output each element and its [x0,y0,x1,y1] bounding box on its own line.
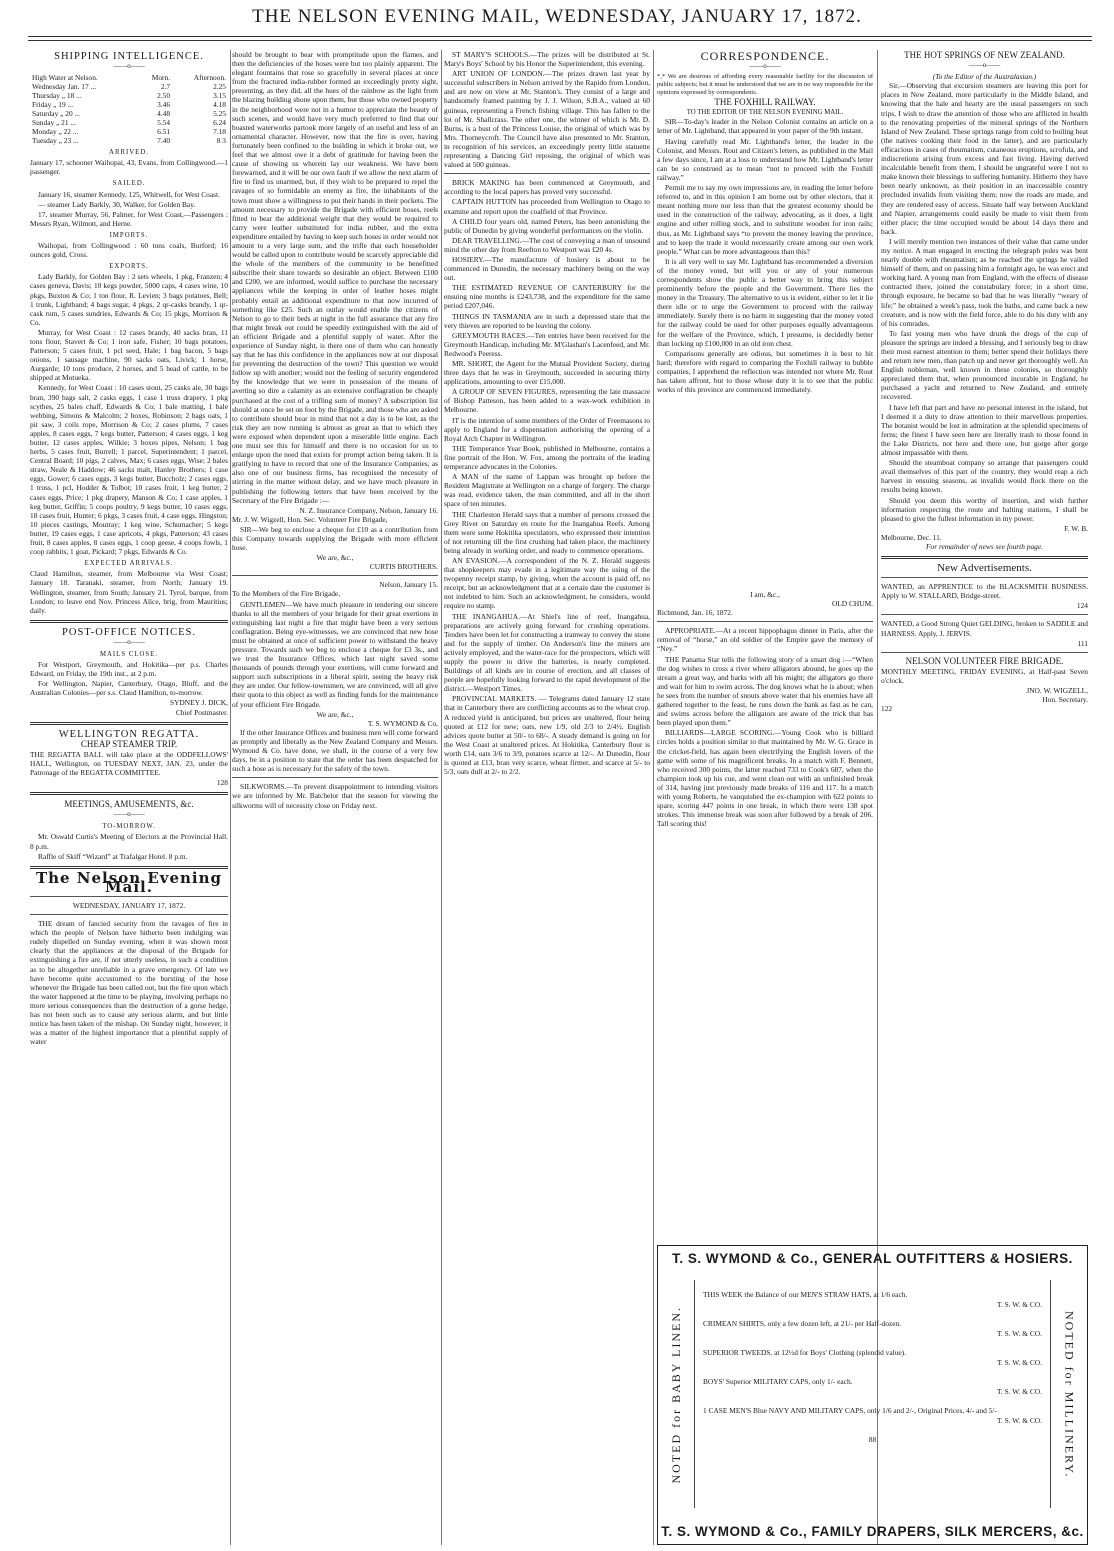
news-para: BRICK MAKING has been commenced at Greymouth, and according to the local papers has proved very successful. [444,178,650,197]
hotsprings-para: Should the steamboat company so arrange that passengers could avail themselves of this part of the country, they would reap a rich harvest in ensuing seasons, as invalids would flock there on the results being known. [881,458,1088,495]
column-4-bottom [657,590,873,1238]
tide-day: Saturday „ 20 ... [32,109,81,119]
tide-morn: 4.48 [157,109,171,119]
wymond-item-text: CRIMEAN SHIRTS, only a few dozen left, at 21/- per Half-dozen. [703,1319,902,1328]
masthead: THE NELSON EVENING MAIL, WEDNESDAY, JANUARY 17, 1872. [252,6,862,27]
tide-aft: 4.18 [213,100,226,110]
letter2-sig: T. S. WYMOND & Co, [367,718,438,728]
tide-header: Afternoon. [193,73,226,83]
news-para: A CHILD four years old, named Peters, has been astonishing the public of Dunedin by giving wonderful performances on the violin. [444,216,650,235]
new-advertisements-title: New Advertisements. [937,562,1032,575]
foxhill-para: Permit me to say my own impressions are, in reading the letter before referred to, and in this opinion I am borne out by other electors, that it meant nothing more nor less than that the greatest economy should be used in the construction of the railway, advocating, as it does, a light engine and other rolling stock, and to substitute wooden for iron rails; thus, as Mr. Lightband says “to prevent the money leaving the province, and to keep the trade it would necessarily create among our own work people.” What can be more advantageous than this? [657,183,873,256]
wymond-item [703,1319,1042,1338]
post-title: POST-OFFICE NOTICES. [62,626,196,638]
rule [657,621,873,622]
tide-header-row [30,73,228,82]
tide-morn: 5.54 [157,118,171,128]
wymond-top-banner: T. S. WYMOND & Co., GENERAL OUTFITTERS & HOSIERS. [672,1251,1073,1266]
column-rule [441,50,442,1545]
tide-aft: 6.24 [213,118,226,128]
tide-aft: 7.18 [213,127,226,137]
foxhill-para: Having carefully read Mr. Lightband's letter, the leader in the Colonist, and Messrs. Rout and Citizen's letters, as published in the Mail a few days since, I am at a loss to understand how Mr. Lightband's letter can be so construed as to mean “not to proceed with the Foxhill railway.” [657,136,873,182]
wymond-left-banner [664,1282,688,1508]
meetings-title: MEETINGS, AMUSEMENTS, &c. [64,799,194,810]
ad-num: 124 [1076,601,1088,611]
rule [881,614,1088,615]
correspondence-title: CORRESPONDENCE. [700,50,830,63]
imports-label: IMPORTS. [109,231,149,239]
wymond-item-sig: T. S. W. & CO. [996,1299,1042,1309]
sailed-item: 17, steamer Murray, 56, Palmer, for West Coast,—Passengers : Messrs Ryan, Wilmott, and Herne. [30,209,228,228]
section-rule [881,556,1088,559]
tide-day: Wednesday Jan. 17 ... [32,82,97,92]
tide-morn: 2.7 [160,82,171,92]
post-signature: SYDNEY J. DICK, [169,698,228,708]
news-para: THINGS IN TASMANIA are in such a depressed state that the very thieves are reported to be leaving the colony. [444,311,650,330]
news-para: HOSIERY.—The manufacture of hosiery is about to be commenced in Dunedin, the necessary machinery being on the way out. [444,254,650,283]
letter2-body: GENTLEMEN—We have much pleasure in tendering our sincere thanks to all the members of your brigade for their great exertions in extinguishing last night a fire that might have been a very serious conflagration. Being eye-witnesses, we are convinced that new hose must be obtained at once of sufficient power to withstand the heavy pressure. Towards such we beg to enclose a cheque for £3 3s., and we trust the Insurance Offices, which last night saved some thousands of pounds through your exertions, will come forward and support such subscriptions in a liberal spirit, seeing the heavy risk they are under. Our fellow-townsmen, we are convinced, will all give their quota to this object as well as finding funds for the maintenance of your efficient Fire Brigade. [232,599,438,709]
fire-brigade-body: MONTHLY MEETING, FRIDAY EVENING, at Half-past Seven o'clock. [881,666,1088,685]
tide-day: Thursday „ 18 ... [32,91,82,101]
news-para: THE ESTIMATED REVENUE OF CANTERBURY for the ensuing nine months is £243,738, and the expenditure for the same period £207,046. [444,283,650,311]
news-para: ST MARY'S SCHOOLS.—The prizes will be distributed at St. Mary's Boys' School by his Honor the Superintendent, this evening. [444,50,650,69]
rule [30,896,228,897]
misc-para: APPROPRIATE.—At a recent hippophagus dinner in Paris, after the removal of “horse,” an old soldier of the Empire gave the memory of “Ney.” [657,626,873,654]
exports-item: Lady Barkly, for Golden Bay : 2 sets wheels, 1 pkg, Franzen; 4 cases geneva, Davis; 10 kegs powder, 5000 caps, 4 cases wine, 10 pkgs, Buxton & Co; 1 ton flour, R. Levien; 3 bags potatoes, Bell; 1 trunk, Lightband; 4 bags sugar, 4 pkgs, 2 qr-casks brandy, 1 qr-cask rum, 5 cases sundries, Edwards & Co; 15 pkgs, Morrison & Co. [30,272,228,327]
news-para: THE Charleston Herald says that a number of persons crossed the Grey River on Saturday en route for the Inangahua Reefs. Among them were some Hokitika speculators, who expressed their intention of not returning till the first crushing had taken place, the machinery being already in working order, and ready to commence operations. [444,509,650,555]
tide-header: High Water at Nelson. [32,73,98,83]
letter2-head: Nelson, January 15. [379,580,438,590]
tide-aft: 8 3 [216,136,226,146]
tide-row [30,109,228,118]
tide-aft: 2.25 [213,82,226,92]
tide-header: Morn. [151,73,171,83]
foxhill-title: THE FOXHILL RAILWAY. [714,97,816,108]
mails-label: MAILS CLOSE. [99,650,159,658]
editorial-para: THE dream of fancied security from the ravages of fire in which the people of Nelson have hitherto been indulging was rudely dispelled on Sunday evening, when it was shown most clearly that the appliances at the disposal of the Brigade for extinguishing a fire are, if not utterly useless, in such a condition as to be altogether unreliable in a grave emergency. Of late we have become quite accustomed to the bursting of the hose whenever the Brigade has been called out, but the fire upon which the water happened at the time to be playing, involving perhaps no more serious consequences than the destruction of a gorse hedge, has not been such as to cause any serious alarm, and but little notice has been taken of the mishap. On Sunday night, however, it was a matter of the highest importance that a plentiful supply of water [30,919,228,1047]
wymond-right-banner [1057,1282,1081,1508]
letter1-close: We are, &c., [316,553,354,563]
regatta-body: THE REGATTA BALL will take place at the ODDFELLOWS' HALL, Wellington, on TUESDAY NEXT, JAN. 23, under the Patronage of the REGATTA COMMITTEE. [30,749,228,777]
tide-day: Monday „ 22 ... [32,127,79,137]
letters-after: If the other Insurance Offices and business men will come forward as promptly and liberally as the New Zealand Company and Messrs. Wymond & Co. have done, we shall, in the course of a very few days, be in a position to state that the order has been despatched for such a hose as is necessary for the safety of the town. [232,727,438,774]
letter1-body: SIR—We beg to enclose a cheque for £10 as a contribution from this Company towards supplying the Brigade with more efficient hose. [232,524,438,553]
tide-table [30,73,228,145]
paper-date: WEDNESDAY, JANUARY 17, 1872. [72,900,186,910]
tide-row [30,118,228,127]
tide-aft: 3.15 [213,91,226,101]
foxhill-place: Richmond, Jan. 16, 1872. [657,608,733,618]
hotsprings-place: Melbourne, Dec. 11. [881,532,942,542]
foxhill-sig: OLD CHUM. [831,599,873,609]
wymond-item [703,1377,1042,1396]
tide-row [30,127,228,136]
news-para: CAPTAIN HUTTON has proceeded from Wellington to Otago to examine and report upon the coalfield of that Province. [444,197,650,216]
letter2-close: We are, &c., [316,709,354,719]
wymond-item [703,1290,1042,1309]
tide-morn: 3.46 [157,100,171,110]
wymond-num: 88 [868,1435,877,1444]
wymond-item-sig: T. S. W. & CO. [996,1357,1042,1367]
letter1-sig: CURTIS BROTHERS. [369,562,438,572]
ad-num: 111 [1077,638,1088,648]
letter2-to: To the Members of the Fire Brigade, [232,589,341,599]
arrived-text: January 17, schooner Waihopai, 43, Evans, from Collingwood.—1 passenger. [30,158,228,177]
news-para: A MAN of the name of Lappan was brought up before the Resident Magistrate at Wellington on a charge of forgery. The charge was read, evidence taken, the man committed, and all in the short space of ten minutes. [444,472,650,509]
rule [881,577,1088,578]
expected-text: Claud Hamilton, steamer, from Melbourne via West Coast; January 18. Taranaki, steamer, from North; January 19. Wellington, steamer, from South; January 21. Tyrol, barque, from London; to leave end Nov. Princess Alice, brig, from Mauritius; daily. [30,569,228,615]
tide-morn: 7.40 [157,136,171,146]
tide-morn: 6.51 [157,127,171,137]
hotsprings-sig: F. W. B. [1064,523,1088,533]
sailed-item: — steamer Lady Barkly, 30, Walker, for Golden Bay. [38,199,196,209]
wymond-item-text: 1 CASE MEN'S Blue NAVY AND MILITARY CAPS, only 1/6 and 2/-, Original Prices, 4/- and 5/- [703,1406,997,1415]
regatta-title: WELLINGTON REGATTA. [58,728,200,740]
wymond-item-text: THIS WEEK the Balance of our MEN'S STRAW HATS, at 1/6 each. [703,1290,908,1299]
exports-item: Kennedy, for West Coast : 10 cases stout, 25 casks ale, 30 bags bran, 390 bags salt, 2 casks eggs, 1 case 1 truss drapery, 1 pkg scythes, 25 bales chaff, Edwards & Co; 1 bale matting, 1 bale webbing, Simons & Malcolm; 2 boxes, Robinson; 2 bags oats, 1 pit saw, 3 coils rope, Morrison & Co; 2 cases plums, 7 cases apples, 8 cases eggs, 7 kegs butter, Patterson; 4 cases eggs, 1 keg butter, 12 cases apples, Wilkie; 3 boxes pipes, Nelson; 1 bag herbs, 5 cases fruit, Burrell; 1 parcel, Superintendent; 1 parcel, Central Board; 10 pigs, 2 calves, Max; 6 cases eggs, Wise; 2 bales straw, Neale & Haddow; 46 sacks malt, Hanley Brothers; 1 case eggs, Gower; 6 cases eggs, 3 kegs butter, Buccholz; 2 cases eggs, 1 truss, 1 pcl, Hodder & Tolbot; 10 cases fruit, 1 keg butter, 2 cases eggs, Price; 1 pkg drapery, Manson & Co; 1 case apples, 1 keg butter, Griffin; 5 coops poultry, 9 kegs butter, 10 cases eggs, 18 cases fruit, Hunter; 6 pkgs, 3 cases fruit, 4 case eggs, Hingston; 10 pieces castings, Moutray; 1 keg wine, Schumacher; 5 kegs butter, 19 cases eggs, 1 case apricots, 4 pkgs, Patterson; 43 cases fruit, 8 cases apples, 8 cases eggs, 1 coop geese, 4 coops fowls, 1 coop rabbits, 1 goat, Pickard; 7 pkgs, Edwards & Co. [30,383,228,557]
news-para: MR. SHORT, the Agent for the Mutual Provident Society, during three days that he was in Greymouth, succeeded in securing thirty applications, amounting to over £15,000. [444,359,650,387]
tide-day: Friday „ 19 ... [32,100,74,110]
masthead-rule-2 [28,40,1092,41]
foxhill-close: I am, &c., [750,590,780,599]
wymond-items [694,1280,1051,1508]
news-para: PROVINCIAL MARKETS. — Telegrams dated January 12 state that in Canterbury there are conflicting accounts as to the wheat crop. A reduced yield is anticipated, but prices are unaltered, flour being quoted at £12 for new; oats, new 1/9, old 2/3 to 2/4½. English advices quote butter at 50/- to 68/-. A steady demand is going on for the West Coast at unaltered prices. At Hokitika, Canterbury flour is worth £14, oats 3/6 to 3/9, potatoes scarce at 12/-. At Dunedin, flour is quoted at £13, bran very scarce, wheat firmer, and scarce at 5/- to 5/3, oats dull at 2/- to 2/2. [444,694,650,777]
tide-day: Sunday „ 21 ... [32,118,76,128]
foxhill-para: SIR—To-day's leader in the Nelson Colonist contains an article on a letter of Mr. Lightband, that appeared in your paper of the 9th instant. [657,117,873,136]
hotsprings-para: To fast young men who have drunk the dregs of the cup of pleasure the springs are indeed a blessing, and I seriously beg to draw their most earnest attention to them; better spend their holidays there and return new men, than patch up and never get thoroughly well. An English nobleman, well known in these colonies, so thoroughly appreciated them that, when pronounced incurable in England, he purchased a yacht and returned to New Zealand, and entirely recovered. [881,328,1088,402]
hotsprings-para: I will merely mention two instances of their value that came under my notice. A man engaged in erecting the telegraph poles was bent nearly double with rheumatism; as he reached the springs he vailed himself of them, and on passing him a fortnight ago, he was erect and working hard. A young man from England, with the effects of disease contracted there, joined the constabulary force; in a short time, through exposure, he became so bad that he was literally “weary of life;” he obtained a week's pass, took the baths, and came back a new creature, and is now with the field force, able to do his duty with any of his comrades. [881,236,1088,328]
imports-text: Waihopai, from Collingwood : 60 tons coals, Burford; 16 ounces gold, Cross. [30,241,228,260]
silkworms-para: SILKWORMS.—To prevent disappointment to intending visitors we are informed by Mr. Batchelor that the season for viewing the silkworms will of necessity close on Friday next. [232,782,438,810]
wymond-right-text: NOTED for MILLINERY. [1062,1311,1077,1479]
wymond-item-sig: T. S. W. & CO. [996,1415,1042,1425]
remainder-note: For remainder of news see fourth page. [926,541,1043,551]
tide-row [30,82,228,91]
news-para: ART UNION OF LONDON.—The prizes drawn last year by successful subscribers in Nelson arrived by the Rapido from London, and are now on view at Mr. Stanton's. They consist of a large and handsomely framed painting by J. J. Wilson, S.B.A., valued at 60 guineas, representing a French fishing village. This has fallen to the lot of Mr. Shallcrass. The other one, the winner of which is Mr. D. Burns, is a bust of the Princess Louise, the original of which was by Mrs. Thorneycroft. The Council have also presented to Mr. Stanton, in recognition of his services, an exceedingly pretty little statuette representing a Dancing Girl reposing, the original of which was valued at 500 guineas. [444,69,650,170]
regatta-num: 128 [216,778,228,788]
news-para: AN EVASION.—A correspondent of the N. Z. Herald suggests that shopkeepers may evade in a legitimate way the using of the twopenny receipt stamp, by giving, when the account is paid off, no receipt, but an acknowledgment that at a certain date the customer is not indebted to him. Such an acknowledgment, he considers, would require no stamp. [444,555,650,611]
ad-num: 122 [881,704,893,714]
column-4-top [657,50,873,630]
rule [232,777,438,778]
news-para: THE INANGAHUA.—At Shiel's line of reef, Inangahua, preparations are actively going forward for crushing operations. Tenders have been let for constructing a tramway to convey the stone and for the supply of timber. On Anderson's line the miners are actively employed, and the water-race for the prospectors, which will supply the power to drive the batteries, is nearly completed. Buildings of all kinds are in course of erection, and all classes of people are hopefully looking forward to the rapid development of the district.—Westport Times. [444,611,650,694]
ad-wanted-apprentice: WANTED, an APPRENTICE to the BLACKSMITH BUSINESS. Apply to W. STALLARD, Bridge-street. [881,582,1088,601]
section-divider: ——o—— [113,637,145,646]
post-item: For Westport, Greymouth, and Hokitika—per p.s. Charles Edward, on Friday, the 19th inst., at 2 p.m. [30,660,228,679]
foxhill-to: TO THE EDITOR OF THE NELSON EVENING MAIL. [686,109,844,117]
editorial-continued: should be brought to bear with promptitude upon the flames, and then the deficiencies of the hoses were but too plainly apparent. The elegant fountains that rose so gracefully in several places at once from the fractured india-rubber formed an exceedingly pretty sight, presenting, as they did, all the hues of the rainbow as the light from the blazing building shone upon them, but those who owned property in the neighborhood were not in a humor to appreciate the beauty of such scenes, and would have very much preferred to find that our boasted waterworks partook more largely of an useful and less of an ornamental character. However, now that the fire is over, having fortunately been confined to the building in which it broke out, we feel that we almost owe it a debt of gratitude for having been the cause of showing us wherein lay our weakness. We have been forewarned, and it will be our own fault if we allow the next alarm of fire to find us unarmed, but, if they wish to be prepared to repel the ravages of so formidable an enemy as fire, the inhabitants of the town must show a willingness to put their hands in their pockets. The amount necessary to provide the Brigade with efficient hoses, reels fitted to bear the additional weight that they would be required to carry were leather substituted for india rubber, and the extra expenditure entailed by having to keep such hoses in order would not amount to a very large sum, and the trifle that each householder would be called upon to contribute would be scarcely appreciable did the whole of the members of the community to be benefitted subscribe their share towards so desirable an object. Between £100 and £200, we are informed, would suffice to purchase the necessary appliances while the keeping in order of leather hoses might probably entail an additional expenditure to that now incurred of something like £25. Such an outlay would enable the citizens of Nelson to go to their beds at night in the full assurance that any fire that might break out could be speedily extinguished with the aid of an efficient Brigade and a plentiful supply of water. After the experience of Sunday night, is there one of them who can honestly say that he has this confidence in the appliances now at our disposal for preventing the destruction of the town? This question we would follow up with another; would not the feeling of security engendered by the knowledge that we were in possession of the means of averting so dire a calamity as an extensive conflagration be cheaply purchased at the cost of a trifling sum of money? A subscription list should at once be set on foot by the Brigade, and those who are asked to contribute should bear in mind that not a day is to be lost, as the risk they are now running is almost as great as that to which they were exposed when dependent upon a miserable little engine. Each one must see this for himself and there is no occasion for us to enlarge upon the need that exists for prompt action being taken. It is gratifying to have to record that one of the Insurance Companies, as also one of our business firms, has recognised the necessity of stirring in the matter without delay, and we have much pleasure in publishing the following letters that have been received by the Secretary of the Fire Brigade :— [232,50,438,505]
tide-aft: 5.25 [213,109,226,119]
section-divider: ——o—— [113,810,145,819]
wymond-item [703,1406,1042,1425]
foxhill-para: It is all very well to say Mr. Lightband has recommended a diversion of the money voted, but will you or any of your numerous correspondents show the public a better way to bring this subject prominently before the people and the Government. There lies the money in the Treasury. The alternative to us is evident, either to let it lie there idle or to urge the Government to proceed with the railway immediately. Surely there is no harm in suggesting that the money voted for the railway could be used for other purposes equally advantageous for the welfare of the Province, which, I presume, is decidedly better than locking up £100,000 in an old iron chest. [657,256,873,348]
letter1-head: N. Z. Insurance Company, Nelson, January 16. [299,505,438,515]
news-para: A GROUP OF SEVEN FIGURES, representing the late massacre of Bishop Patteson, has been added to a wax-work exhibition in Melbourne. [444,387,650,415]
tide-row [30,100,228,109]
exports-item: Murray, for West Coast : 12 cases brandy, 40 sacks bran, 11 tons flour, Stavert & Co; 1 iron safe, Fisher; 10 bags potatoes, Patterson; 5 cases fruit, 1 pcl seed, Hale; 1 bag bacon, 5 bags onions, 1 sausage machine, 90 sacks oats, Livick; 1 horse, Aurgarde; 10 tons produce, 2 horses, and 5 head of cattle, to be shipped at Motueka. [30,327,228,383]
wymond-item-sig: T. S. W. & CO. [996,1328,1042,1338]
tide-morn: 2.50 [157,91,171,101]
wymond-item-text: BOYS' Superior MILITARY CAPS, only 1/- each. [703,1377,853,1386]
exports-label: EXPORTS. [109,263,149,271]
misc-para: THE Panama Star tells the following story of a smart dog :—“When the dog wishes to cross a river where alligators abound, he goes up the stream a great way, and barks with all his might; the alligators go there and wait for him to swim across. The dog knows what he is about; when he sees from the number of snouts above water that his enemies have all gathered together to the feast, he runs down the bank as fast as he can, and swims across before the alligators are aware of the trick that has been played upon them.” [657,654,873,728]
hotsprings-to: (To the Editor of the Australasian.) [932,72,1037,82]
section-rule [30,620,228,623]
news-para: IT is the intention of some members of the Order of Freemasons to apply to England for a dispensation authorising the opening of a Royal Arch Chapter in Wellington. [444,415,650,443]
wymond-left-text: NOTED for BABY LINEN. [668,1306,683,1484]
wymond-item [703,1348,1042,1367]
foxhill-para: Comparisons generally are odious, but sometimes it is best to hit hard; therefore with regard to comparing the Foxhill railway to bubble companies, I apprehend the reflection was intended not where Mr. Rout has taken affront, but to those whose duty it is to see that the public works of this province are commenced immediately. [657,348,873,395]
misc-para: BILLIARDS—LARGE SCORING.—Young Cook who is billiard circles holds a position similar to that maintained by Mr. W. G. Grace in the cricket-field, has again been electrifying the English lovers of the game with some of his magnificent breaks. In a match with F. Bennett, who received 300 points, the latter reached 733 to Cook's 687, when the champion took up his cue, and went clean out with an unfinished break of 314, having just previously made breaks of 116 and 117. In a match with young Roberts, he vanquished the ex-champion with 622 points to spare, scoring 447 points in one break, in which there were 138 spot strokes. This immense break was soon after followed by a break of 206. Tall scoring this! [657,728,873,829]
expected-label: EXPECTED ARRIVALS. [84,560,174,568]
regatta-sub: CHEAP STEAMER TRIP. [80,738,178,749]
rule [30,914,228,915]
fire-brigade-sig: JNO. W. WIGZELL, [1026,686,1088,695]
column-1 [30,50,228,1545]
section-rule [30,792,228,795]
wymond-bottom-banner: T. S. WYMOND & Co., FAMILY DRAPERS, SILK MERCERS, &c. [661,1524,1084,1539]
news-para: DEAR TRAVELLING.—The cost of conveying a man of unsound mind the other day from Reefton to Westport was £20 4s. [444,235,650,254]
shipping-title: SHIPPING INTELLIGENCE. [54,51,204,62]
tomorrow-label: TO-MORROW. [102,823,156,831]
correspondence-note: *,* We are desirous of affording every reasonable facility for the discussion of public subjects; but it must be understood that we are in no way responsible for the opinions expressed by correspondents. [657,73,873,97]
column-2 [232,50,438,1545]
column-rule [653,50,654,1545]
tide-row [30,91,228,100]
hotsprings-para: Sir,—Observing that excursion steamers are leaving this port for places in New Zealand, more particularly in the Middle Island, and knowing that the hale and hearty are the usual passengers on such trips, I wish to draw the attention of those who are afflicted in health to the renovating properties of the mineral springs of the Northern Island of New Zealand. These springs range from cold to boiling heat (the natives cooking their food in the latter), and are particularly efficacious in cases of rheumatism, cutaneous eruptions, scrofula, and indiscretions arising from excess and fast living. Having derived incalculable benefit from them, I should be ungrateful were I not to make known their blessings to suffering humanity. Hitherto they have been nearly unknown, as their position in an inaccessible country precluded invalids from visiting them; now the roads are made, and they are rendered easy of access. Situate half way between Auckland and Napier, arrangements could easily be made to visit them from either place; the time occupied would be about 14 days there and back. [881,81,1088,236]
section-divider: ——o—— [749,62,781,71]
fire-brigade-role: Hon. Secretary. [1042,695,1088,705]
news-para: GREYMOUTH RACES.—Ten entries have been received for the Greymouth Handicap, including Mr. M'Glashan's Lacenfeed, and Mr. Redwood's Peeress. [444,330,650,358]
post-role: Chief Postmaster. [175,707,228,717]
section-divider: ——o—— [968,61,1001,70]
hotsprings-para: Should you deem this worthy of insertion, and wish further information respecting the route and halting stations, I shall be pleased to give the fullest information in my power. [881,495,1088,523]
paper-nameplate: The Nelson Evening Mail. [35,868,223,896]
wymond-advertisement [657,1245,1088,1545]
section-divider: ——o—— [113,62,145,71]
fire-brigade-title: NELSON VOLUNTEER FIRE BRIGADE. [905,655,1064,666]
meeting-item: Mr. Oswald Curtis's Meeting of Electors at the Provincial Hall. 8 p.m. [30,832,228,851]
hotsprings-title: THE HOT SPRINGS OF NEW ZEALAND. [904,50,1065,60]
letter1-to: Mr. J. W. Wigzell, Hon. Sec. Volunteer Fire Brigade, [232,514,388,524]
sailed-item: January 16, steamer Kennedy, 125, Whitwell, for West Coast. [38,189,220,199]
tide-day: Tuesday „ 23 ... [32,136,79,146]
meeting-item: Raffle of Skiff “Wizard” at Trafalgar Hotel. 8 p.m. [38,851,188,861]
rule [232,575,438,576]
rule [444,173,650,174]
wymond-item-text: SUPERIOR TWEEDS, at 12½d for Boys' Clothing (splendid value). [703,1348,906,1357]
hotsprings-para: I have left that part and have no personal interest in the island, but I deemed it a duty to draw attention to their marvellous properties. The botanist would be lost in admiration at the splendid specimens of ferns; the finest I have seen here are literally trash to those found in the Lake Districts, not here and there one, but gorge after gorge almost impassable with them. [881,402,1088,458]
ad-wanted-gelding: WANTED, a Good Strong Quiet GELDING, broken to SADDLE and HARNESS. Apply, J. JERVIS. [881,619,1088,638]
post-item: For Wellington, Napier, Canterbury, Otago, Bluff, and the Australian Colonies—per s.s. Claud Hamilton, to-morrow. [30,679,228,698]
rule [881,652,1088,653]
news-para: THE Temperance Year Book, published in Melbourne, contains a fine portrait of the Hon. W. Fox, among the portraits of the leading temperance advocates in the Colonies. [444,443,650,472]
tide-row [30,136,228,145]
wymond-item-sig: T. S. W. & CO. [996,1386,1042,1396]
section-rule [30,722,228,725]
arrived-label: ARRIVED. [109,149,149,157]
masthead-rule [28,36,1092,37]
column-3 [444,50,650,1545]
column-rule [230,50,231,1545]
sailed-label: SAILED. [112,180,146,188]
column-5 [881,50,1088,1240]
